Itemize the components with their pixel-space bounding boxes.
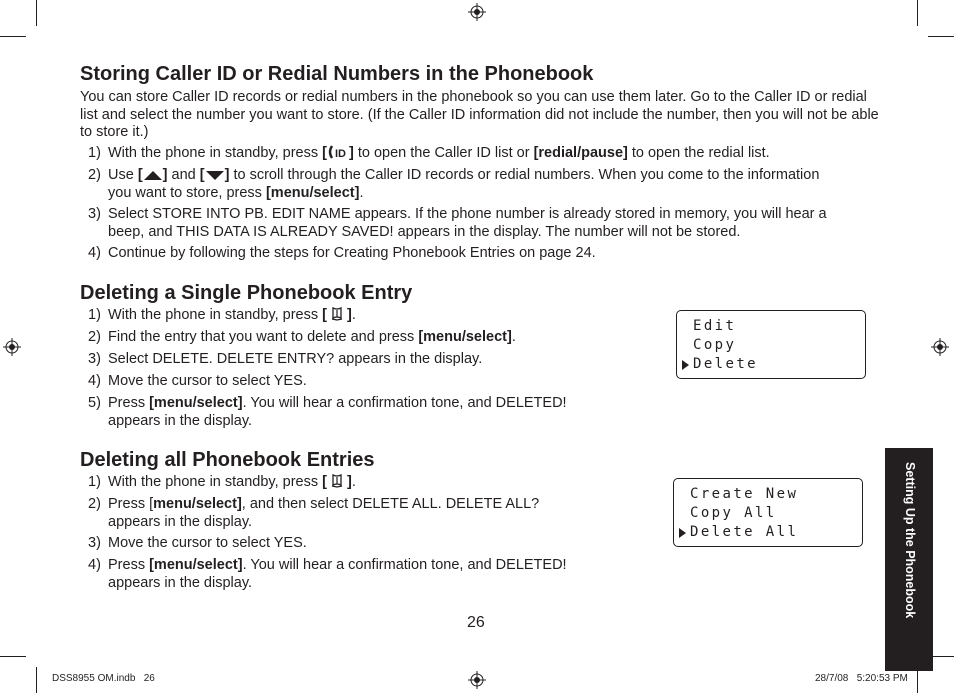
svg-text:ID: ID	[334, 148, 346, 159]
phonebook-key-icon	[331, 474, 343, 488]
section-intro: You can store Caller ID records or redial numbers in the phonebook so you can use them later. Go to the Caller ID or redial list and select the number you want to store. (If the Caller ID information did not include the number, then you will not be able to store it.)	[80, 89, 879, 140]
page-number: 26	[467, 614, 485, 631]
up-arrow-key-icon	[143, 169, 163, 181]
section-title-delete-all: Deleting all Phonebook Entries	[80, 449, 375, 471]
crop-mark	[0, 36, 26, 37]
phonebook-key-icon	[331, 307, 343, 321]
section-title-storing: Storing Caller ID or Redial Numbers in the Phonebook	[80, 63, 594, 85]
registration-mark-icon	[468, 3, 486, 21]
footer-file-info: DSS8955 OM.indb 26	[52, 673, 155, 684]
crop-mark	[0, 656, 26, 657]
registration-mark-icon	[3, 338, 21, 356]
lcd-display	[673, 478, 863, 547]
caller-id-key-icon	[327, 145, 349, 159]
footer-timestamp: 28/7/08 5:20:53 PM	[815, 673, 908, 684]
lcd-line: Edit	[693, 318, 737, 334]
crop-mark	[917, 0, 918, 26]
down-arrow-key-icon	[205, 169, 225, 181]
lcd-line: Delete	[693, 356, 758, 372]
registration-mark-icon	[468, 671, 486, 689]
lcd-line: Copy	[693, 337, 737, 353]
lcd-display	[676, 310, 866, 379]
section-side-tab	[885, 448, 933, 671]
registration-mark-icon	[931, 338, 949, 356]
crop-mark	[36, 0, 37, 26]
section-title-delete-single: Deleting a Single Phonebook Entry	[80, 282, 413, 304]
lcd-line: Delete All	[690, 524, 799, 540]
crop-mark	[928, 36, 954, 37]
lcd-line: Create New	[690, 486, 799, 502]
lcd-cursor-icon	[679, 528, 686, 538]
lcd-line: Copy All	[690, 505, 777, 521]
crop-mark	[36, 667, 37, 693]
side-tab-label: Setting Up the Phonebook	[903, 462, 917, 619]
lcd-cursor-icon	[682, 360, 689, 370]
